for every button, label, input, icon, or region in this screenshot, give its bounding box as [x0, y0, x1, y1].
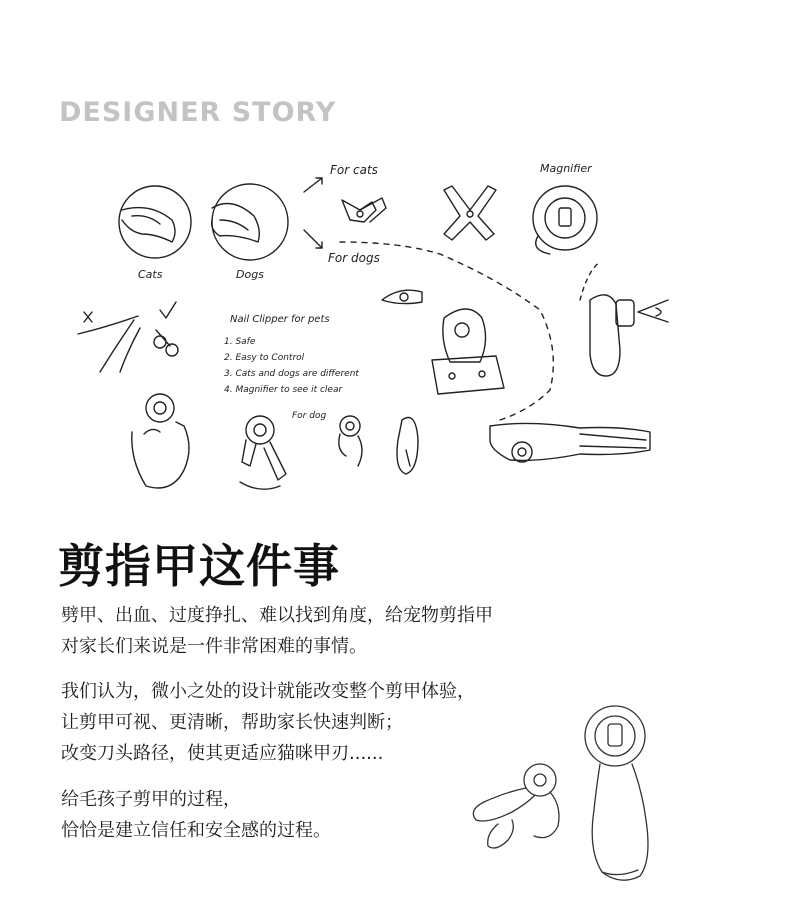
note-title: Nail Clipper for pets	[230, 314, 330, 325]
side-view-sketch	[590, 295, 668, 376]
dog-claw-sketch	[212, 184, 288, 260]
cat-clipper-sketch	[342, 198, 386, 222]
page-title: 剪指甲这件事	[58, 539, 340, 593]
paragraph-line: 我们认为，微小之处的设计就能改变整个剪甲体验，	[61, 681, 475, 702]
paragraph-line: 对家长们来说是一件非常困难的事情。	[61, 636, 367, 657]
dog-clipper-sketch	[444, 186, 496, 240]
hand-sketch	[132, 394, 189, 488]
design-sketch	[60, 150, 700, 510]
label-dogs: Dogs	[236, 268, 264, 281]
claw-comparison-sketch	[78, 302, 178, 372]
label-magnifier: Magnifier	[540, 162, 592, 175]
label-for-cats: For cats	[330, 163, 378, 177]
paragraph-line: 让剪甲可视、更清晰，帮助家长快速判断；	[61, 712, 403, 733]
note-2: 2. Easy to Control	[224, 353, 305, 363]
magnifier-sketch	[533, 186, 597, 254]
small-clipper-product-sketch	[473, 764, 559, 848]
label-for-dog: For dog	[292, 411, 327, 421]
paragraph-line: 劈甲、出血、过度挣扎、难以找到角度，给宠物剪指甲	[61, 605, 493, 626]
base-device-sketch	[432, 309, 504, 394]
paragraph-2	[61, 676, 475, 769]
paragraph-3	[61, 784, 331, 846]
paragraph-line: 恰恰是建立信任和安全感的过程。	[61, 820, 331, 841]
cat-claw-sketch	[119, 186, 191, 258]
label-cats: Cats	[138, 268, 163, 281]
note-4: 4. Magnifier to see it clear	[224, 385, 343, 395]
tall-clipper-sketch	[585, 706, 648, 880]
note-1: 1. Safe	[224, 337, 256, 347]
note-3: 3. Cats and dogs are different	[224, 369, 359, 379]
section-heading: DESIGNER STORY	[59, 97, 337, 128]
clipper-row-sketch	[240, 416, 418, 489]
paragraph-1	[61, 600, 493, 662]
product-sketch	[450, 700, 750, 900]
long-clipper-sketch	[490, 423, 650, 462]
label-for-dogs: For dogs	[328, 251, 380, 265]
paragraph-line: 给毛孩子剪甲的过程，	[61, 789, 241, 810]
paragraph-line: 改变刀头路径，使其更适应猫咪甲刃......	[61, 743, 384, 764]
small-clipper-sketch	[382, 290, 422, 303]
